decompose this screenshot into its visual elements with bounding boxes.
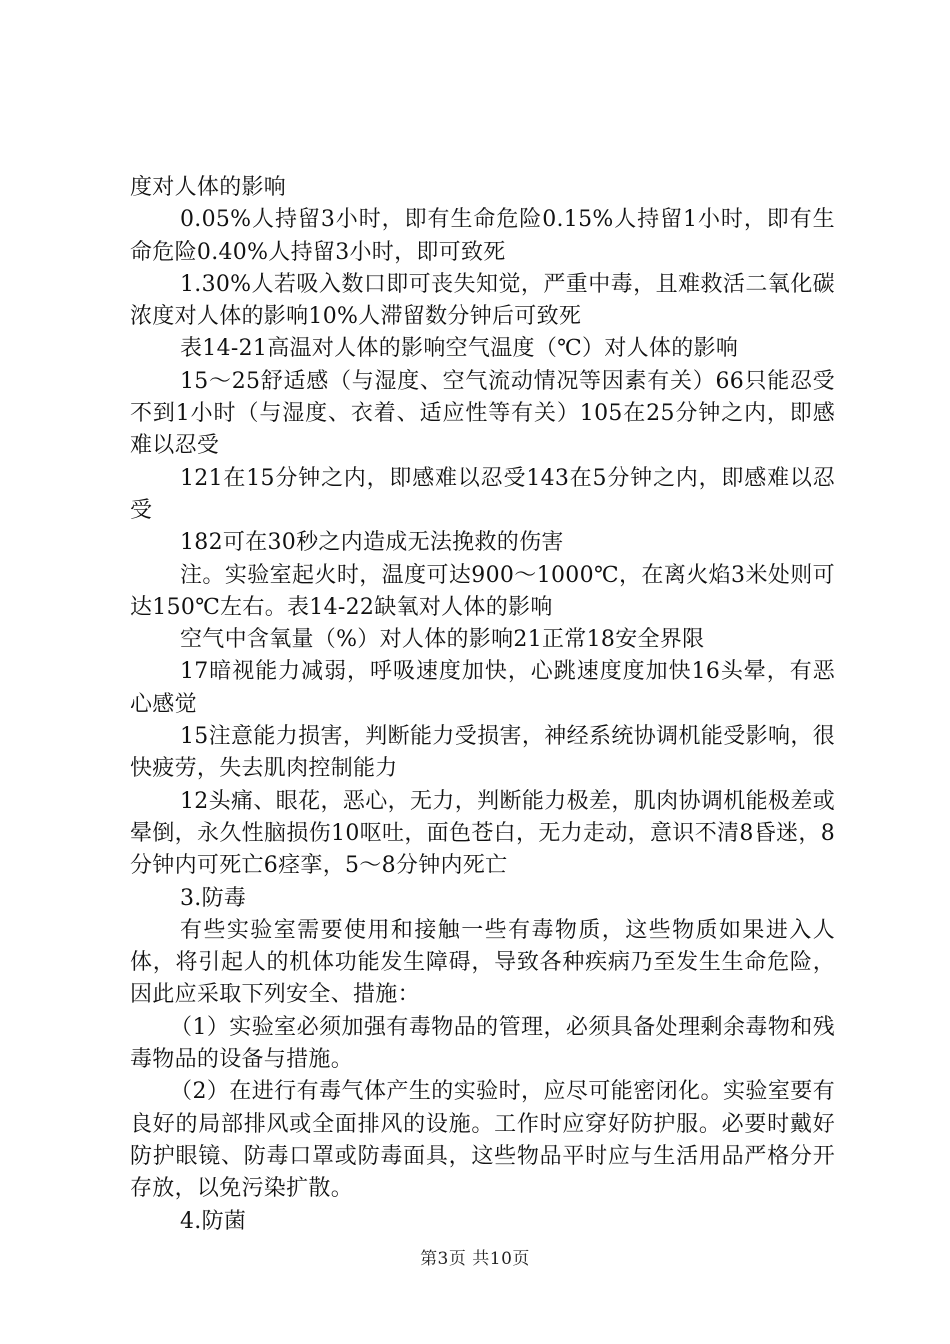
paragraph-measure-1: （1）实验室必须加强有毒物品的管理，必须具备处理剩余毒物和残毒物品的设备与措施。 xyxy=(130,1014,835,1073)
paragraph-oxygen-12: 12头痛、眼花，恶心，无力，判断能力极差，肌肉协调机能极差或晕倒，永久性脑损伤10呕吐，面色苍白，无力走动，意识不清8昏迷，8分钟内可死亡6痉挛，5～8分钟内死亡 xyxy=(130,788,835,879)
paragraph-oxygen-header: 空气中含氧量（%）对人体的影响21正常18安全界限 xyxy=(180,627,705,653)
paragraph-oxygen-15: 15注意能力损害，判断能力受损害，神经系统协调机能受影响，很快疲劳，失去肌肉控制能力 xyxy=(130,724,835,782)
paragraph-temperature-121: 121在15分钟之内，即感难以忍受143在5分钟之内，即感难以忍受 xyxy=(130,465,835,523)
paragraph-anti-poison-intro: 有些实验室需要使用和接触一些有毒物质，这些物质如果进入人体，将引起人的机体功能发生障碍，导致各种疾病乃至发生生命危险，因此应采取下列安全、措施： xyxy=(130,917,835,1008)
paragraph-co2-levels: 0.05%人持留3小时，即有生命危险0.15%人持留1小时，即有生命危险0.40%人持留3小时，即可致死 xyxy=(130,207,835,265)
page-footer: 第3页 共10页 xyxy=(420,1249,530,1269)
document-body xyxy=(130,172,835,1238)
paragraph-measure-2: （2）在进行有毒气体产生的实验时，应尽可能密闭化。实验室要有良好的局部排风或全面排风的设施。工作时应穿好防护服。必要时戴好防护眼镜、防毒口罩或防毒面具，这些物品平时应与生活用品严格分开存放，以免污染扩散。 xyxy=(130,1079,835,1202)
paragraph-temperature-comfort: 15～25舒适感（与湿度、空气流动情况等因素有关）66只能忍受不到1小时（与湿度、衣着、适应性等有关）105在25分钟之内，即感难以忍受 xyxy=(130,368,835,459)
paragraph-fire-note: 注。实验室起火时，温度可达900～1000℃，在离火焰3米处则可达150℃左右。表14-22缺氧对人体的影响 xyxy=(130,562,835,620)
section-heading-anti-poison: 3.防毒 xyxy=(180,885,247,911)
paragraph-temperature-182: 182可在30秒之内造成无法挽救的伤害 xyxy=(180,530,564,556)
paragraph-continuation: 度对人体的影响 xyxy=(130,175,287,200)
paragraph-table-14-21-title: 表14-21高温对人体的影响空气温度（℃）对人体的影响 xyxy=(180,336,739,362)
paragraph-oxygen-17: 17暗视能力减弱，呼吸速度加快，心跳速度度加快16头晕，有恶心感觉 xyxy=(130,659,835,717)
section-heading-anti-bacteria: 4.防菌 xyxy=(180,1208,247,1234)
paragraph-co2-lethal: 1.30%人若吸入数口即可丧失知觉，严重中毒，且难救活二氧化碳浓度对人体的影响10%人滞留数分钟后可致死 xyxy=(130,271,835,330)
